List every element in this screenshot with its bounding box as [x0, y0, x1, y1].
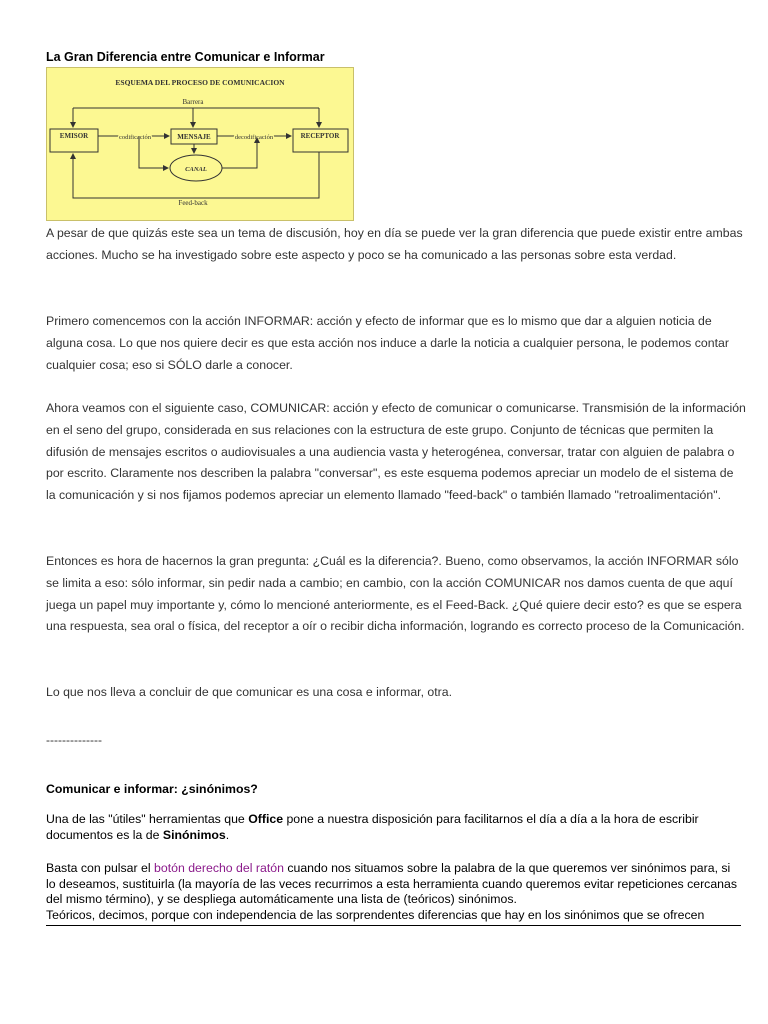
section-title-sinonimos: Comunicar e informar: ¿sinónimos? [46, 782, 258, 796]
boton-text-a: Basta con pulsar el [46, 861, 155, 875]
codificacion-label: codificación [118, 134, 152, 141]
office-text-a: Una de las "útiles" herramientas que [46, 812, 249, 826]
paragraph-intro: A pesar de que quizás este sea un tema de discusión, hoy en día se puede ver la gran diferencia que puede existir entre ambas acciones. Mucho se ha investigado sobre este aspecto y poco se ha comunicado a las personas sobre esta verdad. [46, 226, 743, 262]
boton-text-b: cuando nos situamos sobre la palabra de la que queremos ver sinónimos para, si lo deseamos, sustituirla (la mayoría de las veces recurrimos a esta herramienta cuando queremos evitar repeticiones cercanas del mismo término), y se despliega automáticamente una lista de (teóricos) sinónimos. [46, 861, 737, 906]
article-title: La Gran Diferencia entre Comunicar e Informar [46, 50, 325, 64]
canal-label: CANAL [185, 166, 207, 173]
bottom-rule [46, 925, 741, 926]
paragraph-office [46, 812, 740, 843]
paragraph-diferencia: Entonces es hora de hacernos la gran pregunta: ¿Cuál es la diferencia?. Bueno, como observamos, la acción INFORMAR sólo se limita a eso: sólo informar, sin pedir nada a cambio; en cambio, con la acción COMUNICAR nos damos cuenta de que aquí juega un papel muy importante y, cómo lo mencioné anteriormente, es el Feed-Back. ¿Qué quiere decir esto? es que se espera una respuesta, sea oral o física, del receptor a oír o recibir dicha información, logrando es correcto proceso de la Comunicación. [46, 554, 745, 634]
boton-derecho-link[interactable]: botón derecho del ratón [154, 861, 284, 875]
diagram-barrera-label: Barrera [182, 98, 204, 106]
canal-arrow-out [222, 138, 257, 168]
paragraph-boton-derecho [46, 861, 740, 923]
paragraph-conclusion: Lo que nos lleva a concluir de que comunicar es una cosa e informar, otra. [46, 685, 453, 699]
mensaje-label: MENSAJE [177, 133, 211, 141]
paragraph-comunicar: Ahora veamos con el siguiente caso, COMUNICAR: acción y efecto de comunicar o comunicarse. Transmisión de la información en el seno del grupo, considerada en sus relaciones con la estructura de este grupo. Conjunto de técnicas que permiten la difusión de mensajes escritos o audiovisuales a una audiencia vasta y heterogénea, conversar, tratar con alguien de palabra o por escrito. Claramente nos describen la palabra "conversar", es este esquema podemos apreciar un modelo de el sistema de la comunicación y si nos fijamos podemos apreciar un elemento llamado "feed-back" o también llamado "retroalimentación". [46, 401, 746, 503]
decodificacion-label: decodificación [234, 134, 274, 141]
feedback-label: Feed-back [178, 199, 208, 207]
diagram-title: ESQUEMA DEL PROCESO DE COMUNICACION [115, 78, 285, 87]
office-text-e: . [225, 827, 230, 842]
boton-text-c: Teóricos, decimos, porque con independencia de las sorprendentes diferencias que hay en los sinónimos que se ofrecen [46, 907, 705, 922]
separator-line: -------------- [46, 733, 102, 747]
emisor-label: EMISOR [59, 132, 89, 140]
communication-diagram-svg [47, 68, 353, 220]
receptor-label: RECEPTOR [300, 132, 340, 140]
office-text-c: pone a nuestra disposición para facilitarnos el día a día a la hora de escribir documentos es la de [46, 812, 699, 842]
sinonimos-bold: Sinónimos [162, 827, 226, 842]
paragraph-informar: Primero comencemos con la acción INFORMAR: acción y efecto de informar que es lo mismo que dar a alguien noticia de alguna cosa. Lo que nos quiere decir es que esta acción nos induce a darle la noticia a cualquier persona, le podemos contar cualquier cosa; eso si SÓLO darle a conocer. [46, 314, 729, 372]
office-bold: Office [248, 812, 284, 826]
communication-diagram [46, 67, 354, 221]
